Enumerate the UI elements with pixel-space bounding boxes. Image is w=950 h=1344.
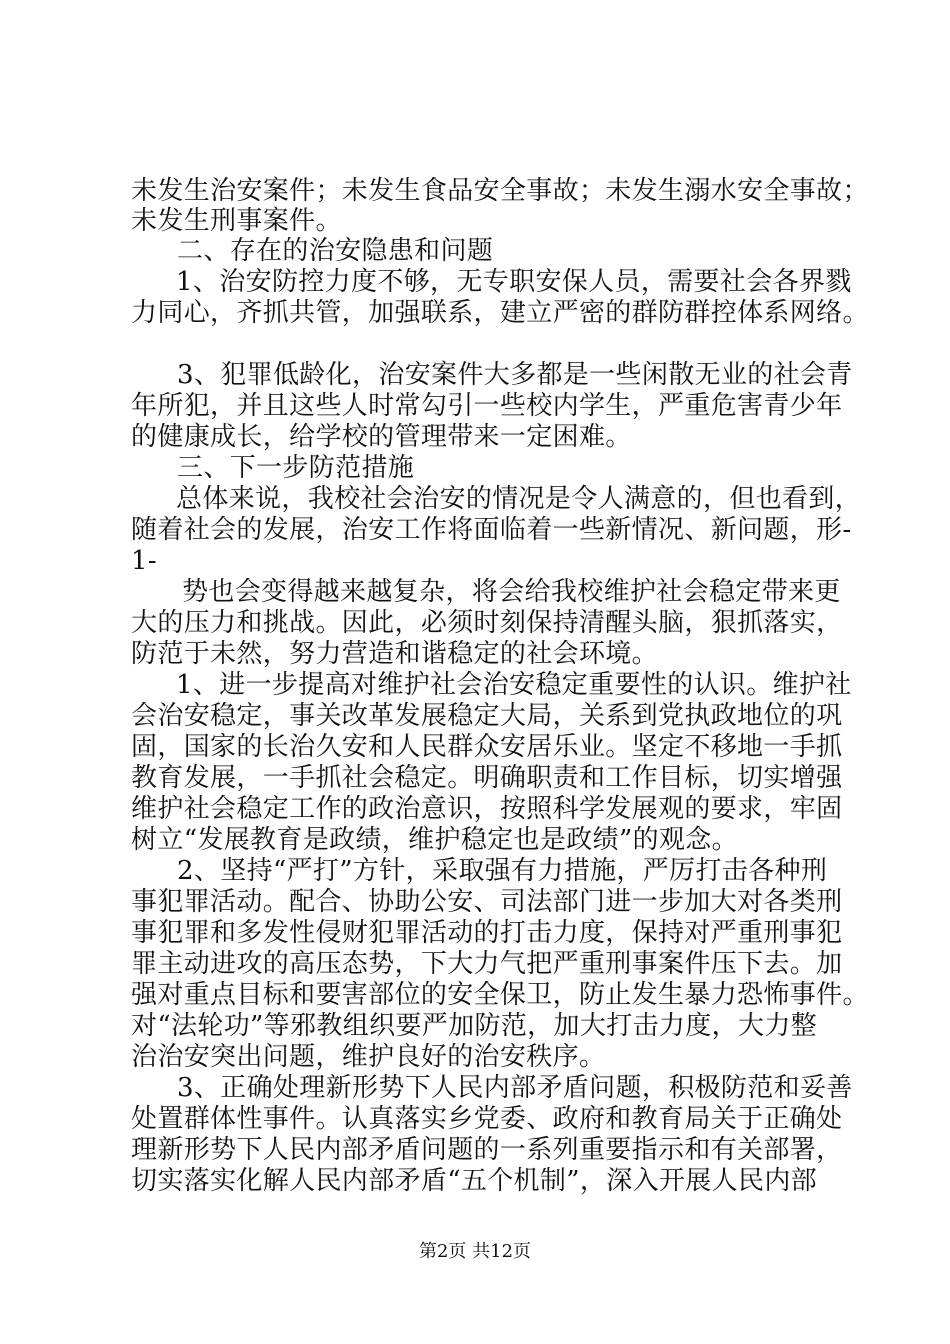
text-line: 固，国家的长治久安和人民群众安居乐业。坚定不移地一手抓 bbox=[131, 732, 843, 762]
text-line: 切实落实化解人民内部矛盾“五个机制”，深入开展人民内部 bbox=[131, 1166, 818, 1196]
text-line: 未发生治安案件；未发生食品安全事故；未发生溺水安全事故； bbox=[131, 176, 869, 206]
text-line: 维护社会稳定工作的政治意识，按照科学发展观的要求，牢固 bbox=[131, 794, 843, 824]
text-line: 教育发展，一手抓社会稳定。明确职责和工作目标，切实增强 bbox=[131, 763, 843, 793]
text-line: 力同心，齐抓共管，加强联系，建立严密的群防群控体系网络。 bbox=[131, 298, 869, 328]
text-line: 事犯罪活动。配合、协助公安、司法部门进一步加大对各类刑 bbox=[131, 887, 843, 917]
text-line: 对“法轮功”等邪教组织要严加防范，加大打击力度，大力整 bbox=[131, 1011, 818, 1041]
text-line: 树立“发展教育是政绩，维护稳定也是政绩”的观念。 bbox=[131, 825, 738, 855]
section-heading: 三、下一步防范措施 bbox=[177, 453, 415, 483]
text-line: 防范于未然，努力营造和谐稳定的社会环境。 bbox=[131, 639, 659, 669]
text-line: 势也会变得越来越复杂，将会给我校维护社会稳定带来更 bbox=[182, 577, 841, 607]
text-line: 总体来说，我校社会治安的情况是令人满意的，但也看到， bbox=[176, 484, 862, 514]
page-number: 第2页 共12页 bbox=[418, 1241, 532, 1262]
text-line: 未发生刑事案件。 bbox=[131, 206, 342, 236]
text-line: 1、进一步提高对维护社会治安稳定重要性的认识。维护社 bbox=[176, 670, 852, 700]
text-line: 治治安突出问题，维护良好的治安秩序。 bbox=[131, 1042, 606, 1072]
text-line: 处置群体性事件。认真落实乡党委、政府和教育局关于正确处 bbox=[131, 1104, 843, 1134]
text-line: 的健康成长，给学校的管理带来一定困难。 bbox=[131, 422, 632, 452]
text-line: 3、犯罪低龄化，治安案件大多都是一些闲散无业的社会青 bbox=[177, 360, 853, 390]
text-line: 3、正确处理新形势下人民内部矛盾问题，积极防范和妥善 bbox=[177, 1073, 853, 1103]
text-line: 事犯罪和多发性侵财犯罪活动的打击力度，保持对严重刑事犯 bbox=[131, 918, 843, 948]
page-marker: 1- bbox=[131, 546, 158, 576]
text-line: 罪主动进攻的高压态势，下大力气把严重刑事案件压下去。加 bbox=[131, 949, 843, 979]
text-line: 2、坚持“严打”方针，采取强有力措施，严厉打击各种刑 bbox=[177, 856, 828, 886]
text-line: 1、治安防控力度不够，无专职安保人员，需要社会各界戮 bbox=[176, 267, 852, 297]
text-line: 会治安稳定，事关改革发展稳定大局，关系到党执政地位的巩 bbox=[131, 701, 843, 731]
text-line: 理新形势下人民内部矛盾问题的一系列重要指示和有关部署， bbox=[131, 1135, 843, 1165]
text-line: 随着社会的发展，治安工作将面临着一些新情况、新问题，形- bbox=[131, 515, 852, 545]
section-heading: 二、存在的治安隐患和问题 bbox=[177, 236, 494, 266]
text-line: 年所犯，并且这些人时常勾引一些校内学生，严重危害青少年 bbox=[131, 391, 843, 421]
text-line: 大的压力和挑战。因此，必须时刻保持清醒头脑，狠抓落实， bbox=[131, 608, 843, 638]
text-line: 强对重点目标和要害部位的安全保卫，防止发生暴力恐怖事件。 bbox=[131, 980, 869, 1010]
